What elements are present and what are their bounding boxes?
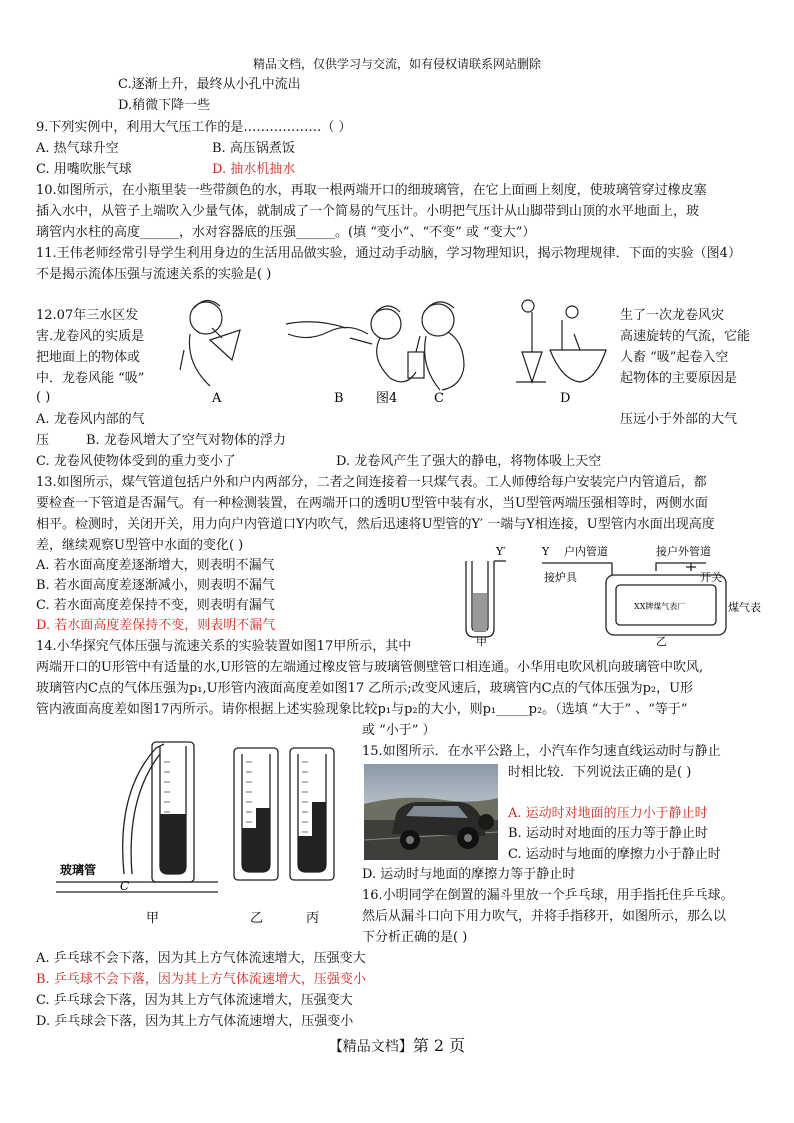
footer-tag: 【精品文档】: [328, 1039, 413, 1055]
fig13-factory-label: XX牌煤气表厂: [634, 602, 686, 611]
fig13-outdoor-label: 接户外管道: [656, 545, 711, 558]
fig17-yi: 乙: [250, 911, 264, 926]
q9-option-c: C. 用嘴吹胀气球: [36, 162, 132, 177]
fig4-label-c: C: [434, 391, 444, 406]
q12-option-a-left: A. 龙卷风内部的气: [36, 412, 145, 427]
fig17-jia: 甲: [146, 911, 160, 926]
q9-option-d-answer: D. 抽水机抽水: [212, 162, 296, 177]
fig13-switch-label: 开关: [700, 571, 722, 584]
q14-line5: 或 “小于” ）: [362, 723, 436, 738]
q13-line3: 相平。检测时，关闭开关，用力向户内管道口Y内吹气，然后迅速将U型管的Y′ 一端与Y相连接，U型管内水面出现高度: [36, 517, 715, 532]
q12-right-line4: 起物体的主要原因是: [620, 371, 738, 386]
q14-line1: 14.小华探究气体压强与流速关系的实验装置如图17甲所示，其中: [36, 639, 412, 654]
q15-option-d: D. 运动时与地面的摩擦力等于静止时: [362, 867, 576, 882]
q13-option-c: C. 若水面高度差保持不变，则表明有漏气: [36, 598, 275, 613]
q13-line2: 要检查一下管道是否漏气。有一种检测装置，在两端开口的透明U型管中装有水，当U型管两端压强相等时，两侧水面: [36, 496, 708, 511]
fig4-caption: 图4: [376, 391, 398, 406]
fig13-indoor-label: 户内管道: [564, 545, 608, 558]
page-header: 精品文档，仅供学习与交流，如有侵权请联系网站删除: [252, 57, 541, 71]
fig13-jia: 甲: [476, 635, 487, 648]
q11-line2: 不是揭示流体压强与流速关系的实验是( ): [36, 267, 272, 282]
q15-option-b: B. 运动时对地面的压力等于静止时: [508, 826, 708, 841]
page-footer: [0, 1033, 794, 1056]
q12-right-line3: 人畜 “吸”起卷入空: [620, 350, 729, 365]
fig4-label-d: D: [560, 391, 571, 406]
q10-line1: 10.如图所示，在小瓶里装一些带颜色的水，再取一根两端开口的细玻璃管，在它上面画上刻度，使玻璃管穿过橡皮塞: [36, 183, 707, 198]
fig13-meter-label: 煤气表: [728, 601, 761, 614]
q12-left-line5: ( ): [36, 390, 51, 405]
q13-option-b: B. 若水面高度差逐渐减小，则表明不漏气: [36, 578, 275, 593]
q12-left-line4: 中．龙卷风能 “吸”: [36, 371, 145, 386]
q13-option-a: A. 若水面高度差逐渐增大，则表明不漏气: [36, 558, 275, 573]
q9-option-a: A. 热气球升空: [36, 141, 119, 156]
q8-option-c: C.逐渐上升，最终从小孔中流出: [118, 77, 301, 92]
q16-option-c: C. 乒乓球会下落，因为其上方气体流速增大，压强变大: [36, 993, 353, 1008]
q12-option-d: D. 龙卷风产生了强大的静电，将物体吸上天空: [336, 454, 602, 469]
figure-4: [176, 290, 620, 408]
fig13-y-prime: Y′: [496, 545, 506, 558]
page-number: 第 2 页: [412, 1036, 466, 1055]
fig17-glass-tube-label: 玻璃管: [60, 863, 97, 877]
q14-line4: 管内液面高度差如图17丙所示。请你根据上述实验现象比较p₁与p₂的大小，则p₁_____p₂。（选填 “大于” 、“等于”: [36, 702, 688, 717]
q12-left-line1: 12.07年三水区发: [36, 308, 139, 323]
fig17-point-c: C: [120, 879, 130, 893]
fig4-label-b: B: [334, 391, 344, 406]
q16-option-b-answer: B. 乒乓球不会下落，因为其上方气体流速增大，压强变小: [36, 972, 366, 987]
fig4-b-drawing: [286, 306, 416, 382]
fig13-stove-label: 接炉具: [544, 571, 577, 584]
q15-line2: 时相比较．下列说法正确的是( ): [508, 765, 692, 780]
q12-right-line2: 高速旋转的气流，它能: [620, 329, 751, 344]
figure-13-gas-pipe: [456, 541, 761, 648]
q14-line2: 两端开口的U形管中有适量的水,U形管的左端通过橡皮管与玻璃管侧壁管口相连通。小华用电吹风机向玻璃管中吹风,: [36, 660, 704, 675]
fig4-a-drawing: [180, 300, 240, 386]
q13-line1: 13.如图所示，煤气管道包括户外和户内两部分，二者之间连接着一只煤气表。工人师傅给每户安装完户内管道后，都: [36, 475, 707, 490]
q16-option-d: D. 乒乓球会下落，因为其上方气体流速增大，压强变小: [36, 1014, 354, 1029]
q13-line4: 差，继续观察U型管中水面的变化( ): [36, 538, 244, 553]
q16-line3: 下分析正确的是( ): [362, 930, 468, 945]
q10-line3: 璃管内水柱的高度______，水对容器底的压强______。(填 “变小”、“不变” 或 “变大”）: [36, 225, 536, 240]
car-photo: [364, 764, 498, 860]
q10-line2: 插入水中，从管子上端吹入少量气体，就制成了一个简易的气压计。小明把气压计从山脚带到山顶的水平地面上，玻: [36, 204, 700, 219]
q12-right-line1: 生了一次龙卷风灾: [620, 308, 725, 323]
fig4-c-drawing: [408, 302, 464, 390]
q13-option-d-answer: D. 若水面高度差保持不变，则表明不漏气: [36, 618, 276, 633]
q12-option-a-right: 压远小于外部的大气: [620, 412, 738, 427]
fig4-label-a: A: [212, 391, 222, 406]
fig13-yi: 乙: [656, 635, 667, 648]
q16-line2: 然后从漏斗口向下用力吹气，并将手指移开，如图所示，那么以: [362, 909, 727, 924]
q15-option-c: C. 运动时与地面的摩擦力小于静止时: [508, 847, 721, 862]
q11-line1: 11.王伟老师经常引导学生利用身边的生活用品做实验，通过动手动脑，学习物理知识，揭示物理规律．下面的实验（图4）: [36, 246, 741, 261]
q8-option-d: D.稍微下降一些: [118, 98, 211, 113]
q12-left-line3: 把地面上的物体或: [36, 350, 141, 365]
q12-option-c: C. 龙卷风使物体受到的重力变小了: [36, 454, 236, 469]
q16-option-a: A. 乒乓球不会下落，因为其上方气体流速增大，压强变大: [36, 951, 366, 966]
q15-line1: 15.如图所示．在水平公路上，小汽车作匀速直线运动时与静止: [362, 744, 721, 759]
q16-line1: 16.小明同学在倒置的漏斗里放一个乒乓球，用手指托住乒乓球。: [362, 888, 734, 903]
q9-stem: 9.下列实例中，利用大气压工作的是………………（ ）: [36, 120, 352, 135]
q12-option-a-tail: 压: [36, 433, 50, 448]
q14-line3: 玻璃管内C点的气体压强为p₁,U形管内液面高度差如图17 乙所示;改变风速后，玻璃管内C点的气体压强为p₂，U形: [36, 681, 694, 696]
q12-option-b: B. 龙卷风增大了空气对物体的浮力: [86, 433, 286, 448]
fig4-d-drawing: [516, 300, 606, 382]
q12-left-line2: 害.龙卷风的实质是: [36, 329, 145, 344]
fig17-bing: 丙: [306, 911, 320, 926]
q9-option-b: B. 高压锅煮饭: [212, 141, 295, 156]
fig13-y: Y: [542, 545, 550, 558]
figure-17: [56, 732, 356, 932]
q15-option-a-answer: A. 运动时对地面的压力小于静止时: [508, 806, 708, 821]
